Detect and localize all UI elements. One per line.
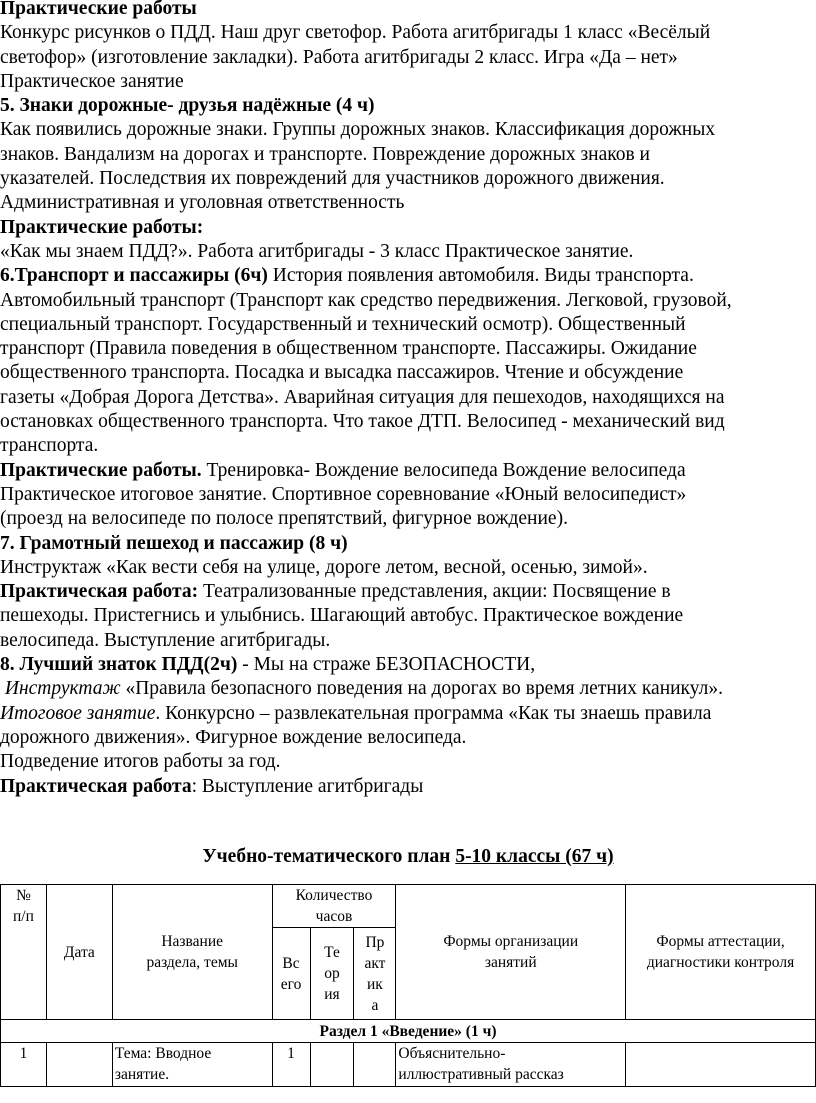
paragraph-line: «Как мы знаем ПДД?». Работа агитбригады - 3 класс Практическое занятие. bbox=[0, 240, 634, 262]
header-theory: Те ор ия bbox=[310, 928, 354, 1020]
section-7-heading: 7. Грамотный пешеход и пассажир (8 ч) bbox=[0, 532, 348, 554]
paragraph-text: : Выступление агитбригады bbox=[191, 775, 424, 797]
section-6-heading: 6.Транспорт и пассажиры (6ч) bbox=[0, 265, 268, 287]
row-organization-form: Объяснительно- иллюстративный рассказ bbox=[396, 1043, 626, 1087]
plan-table bbox=[0, 884, 816, 1087]
paragraph-line: пешеходы. Пристегнись и улыбнись. Шагающий автобус. Практическое вождение bbox=[0, 605, 684, 627]
row-practice-hours bbox=[354, 1043, 396, 1087]
italic-term: Инструктаж bbox=[4, 678, 121, 700]
header-practice: Пр акт ик а bbox=[354, 928, 396, 1020]
section-5-heading: 5. Знаки дорожные- друзья надёжные (4 ч) bbox=[0, 95, 375, 117]
section-8-heading: 8. Лучший знаток ПДД(2ч) bbox=[0, 654, 238, 676]
paragraph-line: транспорт (Правила поведения в общественном транспорте. Пассажиры. Ожидание bbox=[0, 338, 697, 360]
table-row bbox=[1, 1043, 816, 1087]
paragraph-line: Практическое занятие bbox=[0, 70, 184, 92]
header-hours: Количество часов bbox=[272, 885, 396, 928]
paragraph-line: Административная и уголовная ответственность bbox=[0, 192, 405, 214]
paragraph-line: знаков. Вандализм на дорогах и транспорте. Повреждение дорожных знаков и bbox=[0, 143, 650, 165]
paragraph-text: . Конкурсно – развлекательная программа «Как ты знаешь правила bbox=[155, 702, 712, 724]
row-topic: Тема: Вводное занятие. bbox=[112, 1043, 272, 1087]
paragraph-line: Подведение итогов работы за год. bbox=[0, 751, 281, 773]
paragraph-line: Автомобильный транспорт (Транспорт как средство передвижения. Легковой, грузовой, bbox=[0, 289, 732, 311]
header-number: № п/п bbox=[1, 885, 47, 1020]
row-number: 1 bbox=[1, 1043, 47, 1087]
paragraph-line: Инструктаж «Как вести себя на улице, дороге летом, весной, осенью, зимой». bbox=[0, 556, 648, 578]
paragraph-line: указателей. Последствия их повреждений для участников дорожного движения. bbox=[0, 168, 665, 190]
paragraph-line: транспорта. bbox=[0, 435, 99, 457]
row-theory-hours bbox=[310, 1043, 354, 1087]
row-date bbox=[46, 1043, 112, 1087]
header-date: Дата bbox=[46, 885, 112, 1020]
practice-heading: Практическая работа: bbox=[0, 581, 199, 603]
paragraph-line: остановках общественного транспорта. Что такое ДТП. Велосипед - механический вид bbox=[0, 411, 725, 433]
paragraph-line: Как появились дорожные знаки. Группы дорожных знаков. Классификация дорожных bbox=[0, 119, 716, 141]
paragraph-line: Конкурс рисунков о ПДД. Наш друг светофор. Работа агитбригады 1 класс «Весёлый bbox=[0, 22, 711, 44]
table-header-row bbox=[1, 885, 816, 928]
paragraph-text: - Мы на страже БЕЗОПАСНОСТИ, bbox=[237, 654, 536, 676]
header-total: Вс его bbox=[272, 928, 310, 1020]
practice-heading: Практические работы. bbox=[0, 459, 202, 481]
paragraph-text: Тренировка- Вождение велосипеда Вождение велосипеда bbox=[201, 459, 686, 481]
plan-title-prefix: Учебно-тематического план bbox=[202, 846, 456, 867]
practice-heading: Практические работы: bbox=[0, 216, 204, 238]
row-total-hours: 1 bbox=[272, 1043, 310, 1087]
plan-title bbox=[0, 845, 816, 869]
italic-term: Итоговое занятие bbox=[0, 702, 156, 724]
practice-heading: Практические работы bbox=[0, 0, 197, 19]
paragraph-text: История появления автомобиля. Виды транспорта. bbox=[267, 265, 694, 287]
header-organization-forms: Формы организации занятий bbox=[396, 885, 626, 1020]
header-section-name: Название раздела, темы bbox=[112, 885, 272, 1020]
paragraph-line: дорожного движения». Фигурное вождение велосипеда. bbox=[0, 726, 467, 748]
row-attestation-form bbox=[626, 1043, 816, 1087]
paragraph-line: Практическое итоговое занятие. Спортивное соревнование «Юный велосипедист» bbox=[0, 483, 687, 505]
section-1-title: Раздел 1 «Введение» (1 ч) bbox=[1, 1020, 816, 1043]
paragraph-line: (проезд на велосипеде по полосе препятствий, фигурное вождение). bbox=[0, 508, 568, 530]
paragraph-line: светофор» (изготовление закладки). Работа агитбригады 2 класс. Игра «Да – нет» bbox=[0, 46, 678, 68]
paragraph-line: специальный транспорт. Государственный и технический осмотр). Общественный bbox=[0, 313, 686, 335]
table-section-row bbox=[1, 1020, 816, 1043]
plan-title-grades: 5-10 классы (67 ч) bbox=[455, 846, 614, 867]
paragraph-line: общественного транспорта. Посадка и высадка пассажиров. Чтение и обсуждение bbox=[0, 362, 684, 384]
paragraph-text: «Правила безопасного поведения на дорогах во время летних каникул». bbox=[120, 678, 724, 700]
paragraph-line: велосипеда. Выступление агитбригады. bbox=[0, 629, 331, 651]
paragraph-line: газеты «Добрая Дорога Детства». Аварийная ситуация для пешеходов, находящихся на bbox=[0, 386, 725, 408]
header-attestation-forms: Формы аттестации, диагностики контроля bbox=[626, 885, 816, 1020]
paragraph-text: Театрализованные представления, акции: Посвящение в bbox=[198, 581, 671, 603]
practice-heading: Практическая работа bbox=[0, 775, 192, 797]
